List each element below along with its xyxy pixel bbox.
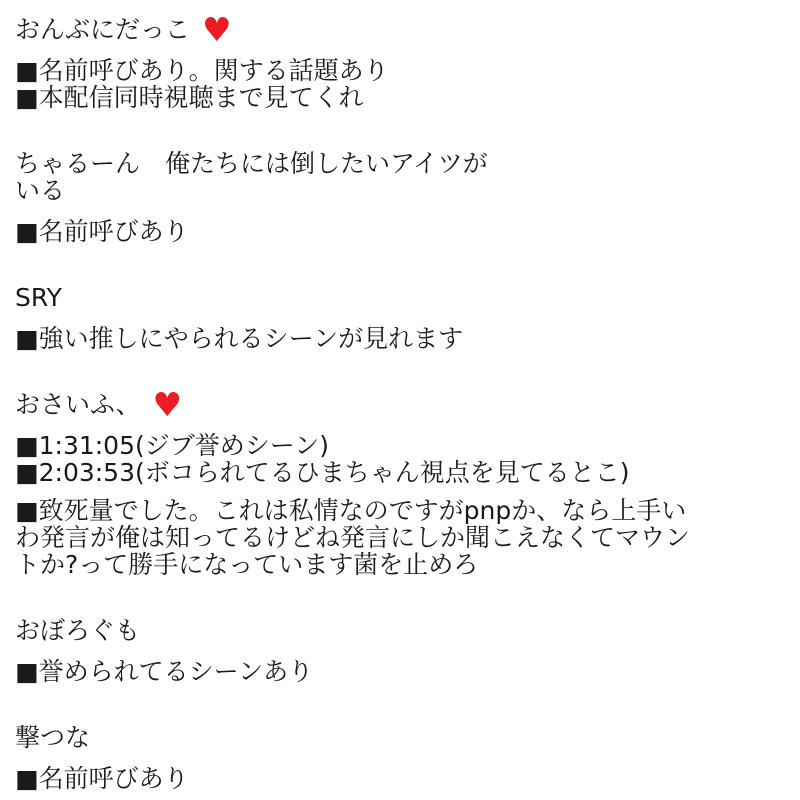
note-line: ■本配信同時視聴まで見てくれ [15,83,364,112]
note-line: ■名前呼びあり。関する話題あり [15,56,389,85]
section-title [15,284,788,311]
section-title-text: いる [15,176,66,205]
note-section-charuun [15,150,788,245]
note-paragraph [15,497,788,578]
section-title-text: おんぶにだっこ [15,15,191,44]
note-line: わ発言が俺は知ってるけどね発言にしか聞こえなくてマウン [15,523,691,552]
section-title-text: ちゃるーん 俺たちには倒したいアイツが [15,149,488,178]
note-line: ■2:03:53(ボコられてるひまちゃん視点を見てるとこ) [15,458,630,487]
section-title-text: SRY [15,283,62,312]
note-line: ■致死量でした。これは私情なのですがpnpか、なら上手い [15,496,687,525]
section-title [15,724,788,751]
heart-icon: ♥ [202,10,232,49]
note-line: ■誉められてるシーンあり [15,657,314,686]
note-line: ■強い推しにやられるシーンが見れます [15,324,464,353]
section-title [15,150,788,204]
section-title-text: 撃つな [15,723,91,752]
note-section-utsuna [15,724,788,792]
note-section-sry [15,284,788,352]
heart-icon: ♥ [152,385,183,424]
note-line: ■1:31:05(ジブ誉めシーン) [15,431,330,460]
note-section-onbunidakko [15,10,788,112]
section-title-text: おさいふ、 [15,390,141,419]
note-section-oborogumo [15,617,788,685]
section-title-text: おぼろぐも [15,616,141,645]
note-line: ■名前呼びあり [15,217,189,246]
section-title [15,385,788,424]
note-section-osaifu [15,385,788,579]
note-line: トか?って勝手になっています菌を止めろ [15,550,479,579]
note-line: ■名前呼びあり [15,764,189,793]
section-title [15,10,788,49]
section-title [15,617,788,644]
